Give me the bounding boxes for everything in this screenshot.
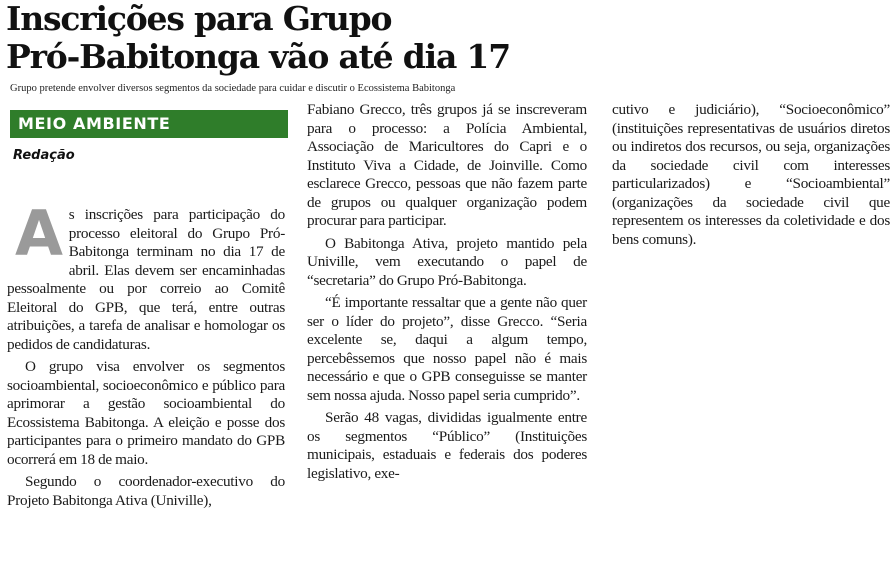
paragraph (7, 197, 285, 354)
byline: Redação (13, 148, 75, 163)
paragraph: cutivo e judiciário), “Socioeconômico” (instituições representativas de usuários diretos ou indiretos dos recursos, ou seja, organizações da sociedade civil com interesses particularizados) e “Socioambiental” (organizações da sociedade civil que representem os interesses da coletividade e dos bens comuns). (612, 101, 890, 248)
headline-line-1: Inscrições para Grupo (6, 0, 392, 38)
paragraph: O Babitonga Ativa, projeto mantido pela Univille, vem executando o papel de “secretaria” do Grupo Pró-Babitonga. (307, 234, 587, 289)
paragraph-text: s inscrições para participação do processo eleitoral do Grupo Pró-Babitonga terminam no dia 17 de abril. Elas devem ser encaminhadas pessoalmente ou por correio ao Comitê Eleitoral do GPB, que terá, entre outras atribuições, a tarefa de analisar e homologar os pedidos de candidaturas. (7, 206, 285, 353)
paragraph: O grupo visa envolver os segmentos socioambiental, socioeconômico e público para aprimorar a gestão socioambiental do Ecossistema Babitonga. A eleição e posse dos participantes para o primeiro mandato do GPB ocorrerá em 18 de maio. (7, 358, 285, 468)
drop-cap: A (15, 197, 63, 270)
paragraph: Segundo o coordenador-executivo do Projeto Babitonga Ativa (Univille), (7, 473, 285, 509)
article-column-2 (307, 101, 587, 487)
paragraph: “É importante ressaltar que a gente não quer ser o líder do projeto”, disse Grecco. “Seria excelente se, daqui a algum tempo, percebêssemos que nosso papel não é mais necessário e que o GPB conseguisse se manter sem nossa ajuda. Nosso papel seria cumprido”. (307, 294, 587, 404)
article-column-1 (7, 197, 285, 514)
paragraph: Fabiano Grecco, três grupos já se inscreveram para o processo: a Polícia Ambiental, Associação de Maricultores do Capri e o Instituto Viva a Cidade, de Joinville. Como esclarece Grecco, pessoas que não fazem parte de grupos ou qualquer organização podem procurar para participar. (307, 101, 587, 229)
article-subtitle: Grupo pretende envolver diversos segmentos da sociedade para cuidar e discutir o Ecossistema Babitonga (10, 83, 456, 94)
article-column-3 (612, 101, 890, 253)
headline-line-2: Pró-Babitonga vão até dia 17 (6, 37, 510, 76)
paragraph: Serão 48 vagas, divididas igualmente entre os segmentos “Público” (Instituições municipais, estaduais e federais dos poderes legislativo, exe- (307, 409, 587, 482)
section-label: MEIO AMBIENTE (10, 110, 288, 138)
article-headline (6, 0, 886, 76)
